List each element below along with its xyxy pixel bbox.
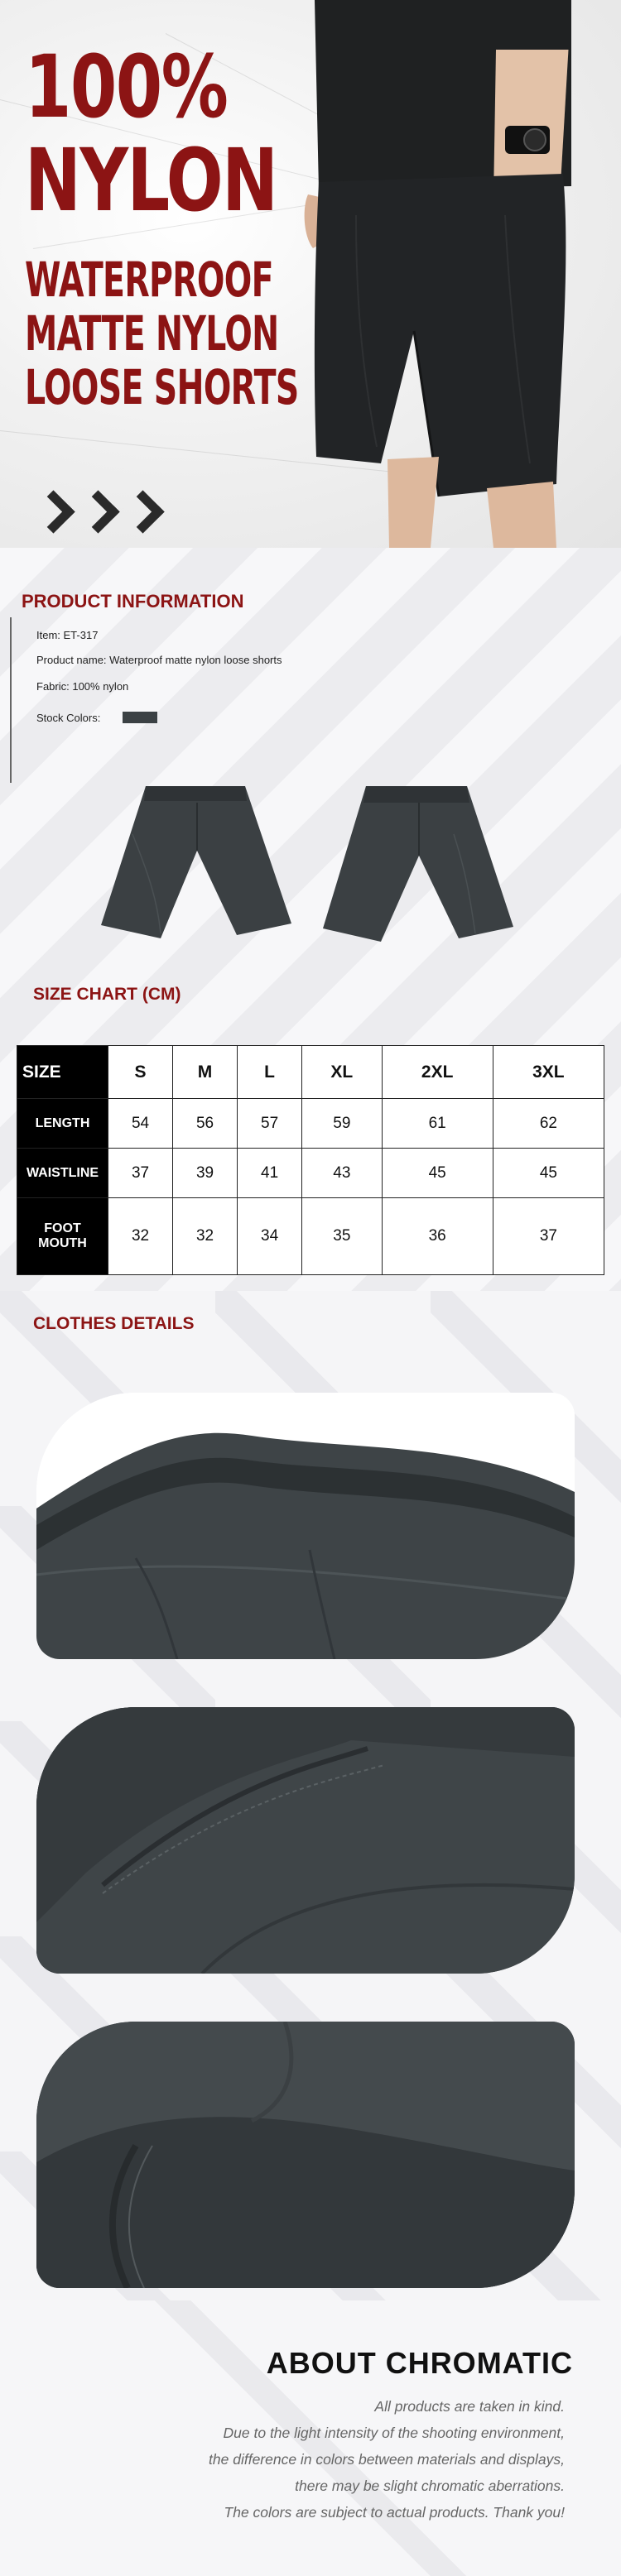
about-text-line: All products are taken in kind. — [374, 2398, 565, 2415]
table-cell: 54 — [108, 1099, 173, 1149]
table-cell: 35 — [302, 1197, 382, 1274]
table-cell: 59 — [302, 1099, 382, 1149]
table-cell: 34 — [238, 1197, 302, 1274]
about-text-line: Due to the light intensity of the shooting environment, — [223, 2425, 565, 2441]
table-cell: 37 — [108, 1149, 173, 1198]
hem-detail-image — [36, 2022, 575, 2288]
product-name: Product name: Waterproof matte nylon loose shorts — [36, 654, 282, 666]
table-row — [17, 1197, 604, 1274]
product-info-title: PRODUCT INFORMATION — [22, 591, 244, 612]
table-row — [17, 1149, 604, 1198]
table-cell: 41 — [238, 1149, 302, 1198]
about-title: ABOUT CHROMATIC — [266, 2346, 573, 2380]
row-label: LENGTH — [17, 1099, 108, 1149]
table-cell: 32 — [108, 1197, 173, 1274]
table-cell: 36 — [382, 1197, 493, 1274]
hero-title-line3: WATERPROOF — [25, 252, 273, 308]
hero-banner — [0, 0, 621, 548]
size-header: 2XL — [382, 1046, 493, 1099]
table-cell: 62 — [493, 1099, 604, 1149]
size-header: S — [108, 1046, 173, 1099]
table-cell: 43 — [302, 1149, 382, 1198]
table-corner-cell: SIZE — [17, 1046, 108, 1099]
shorts-front-image — [99, 784, 291, 938]
hero-title-line1: 100% — [25, 36, 228, 137]
table-cell: 61 — [382, 1099, 493, 1149]
shorts-back-image — [321, 784, 513, 942]
hero-title-line4: MATTE NYLON — [25, 305, 279, 362]
table-cell: 57 — [238, 1099, 302, 1149]
size-chart-table — [17, 1045, 604, 1275]
color-swatch — [123, 712, 157, 723]
table-header-row — [17, 1046, 604, 1099]
fabric: Fabric: 100% nylon — [36, 680, 129, 693]
hero-title-line5: LOOSE SHORTS — [25, 359, 299, 415]
waistband-detail-image — [36, 1393, 575, 1659]
table-cell: 45 — [382, 1149, 493, 1198]
stock-colors-label: Stock Colors: — [36, 712, 101, 724]
size-header: M — [173, 1046, 238, 1099]
about-text-line: The colors are subject to actual products. Thank you! — [224, 2504, 565, 2521]
product-info-section — [0, 548, 621, 1408]
table-cell: 37 — [493, 1197, 604, 1274]
table-cell: 56 — [173, 1099, 238, 1149]
table-cell: 39 — [173, 1149, 238, 1198]
about-text-line: there may be slight chromatic aberrations. — [295, 2478, 565, 2494]
clothes-details-title: CLOTHES DETAILS — [33, 1314, 195, 1333]
about-text-line: the difference in colors between materials and displays, — [209, 2451, 565, 2468]
hero-title-line2: NYLON — [25, 130, 277, 231]
row-label: FOOT MOUTH — [17, 1197, 108, 1274]
divider — [10, 617, 12, 783]
size-header: 3XL — [493, 1046, 604, 1099]
fabric-fold-detail-image — [36, 1707, 575, 1974]
size-chart-title: SIZE CHART (CM) — [33, 985, 181, 1004]
table-row — [17, 1099, 604, 1149]
size-header: XL — [302, 1046, 382, 1099]
size-header: L — [238, 1046, 302, 1099]
table-cell: 32 — [173, 1197, 238, 1274]
table-cell: 45 — [493, 1149, 604, 1198]
row-label: WAISTLINE — [17, 1149, 108, 1198]
item-code: Item: ET-317 — [36, 629, 99, 641]
